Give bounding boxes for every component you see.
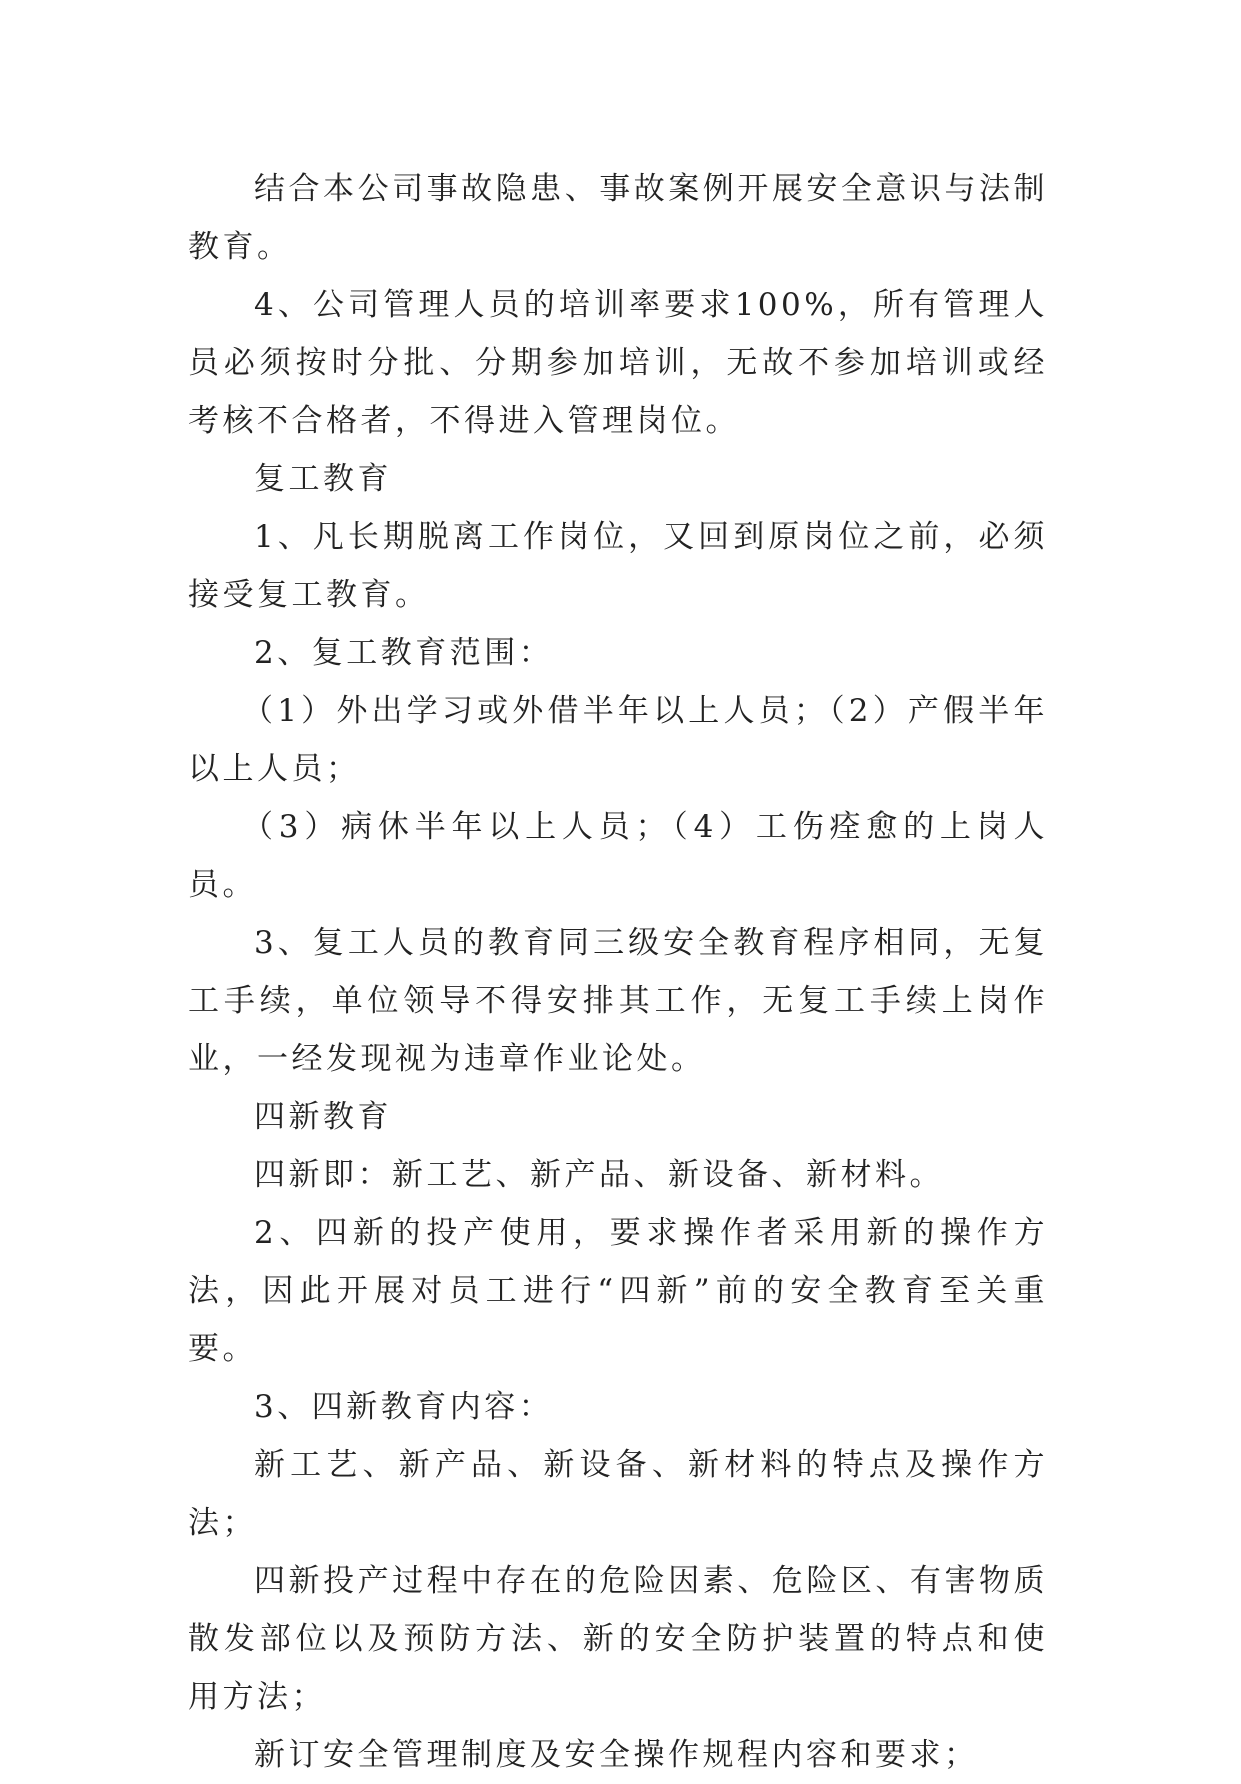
paragraph-legal-education: 结合本公司事故隐患、事故案例开展安全意识与法制教育。 [188,171,1048,265]
paragraph-return-to-work-1: 1、凡长期脱离工作岗位，又回到原岗位之前，必须接受复工教育。 [188,519,1048,613]
heading-return-to-work: 复工教育 [254,461,392,497]
paragraph-four-new-3: 3、四新教育内容： [254,1389,554,1425]
paragraph-content-item-2: 四新投产过程中存在的危险因素、危险区、有害物质散发部位以及预防方法、新的安全防护装置的特点和使用方法； [188,1563,1048,1715]
heading-four-new: 四新教育 [254,1099,392,1135]
document-body [188,160,1048,1784]
paragraph-return-to-work-2: 2、复工教育范围： [254,635,554,671]
paragraph-content-item-3: 新订安全管理制度及安全操作规程内容和要求； [254,1737,979,1773]
paragraph-return-to-work-3: 3、复工人员的教育同三级安全教育程序相同，无复工手续，单位领导不得安排其工作，无复工手续上岗作业，一经发现视为违章作业论处。 [188,925,1048,1077]
paragraph-content-item-1: 新工艺、新产品、新设备、新材料的特点及操作方法； [188,1447,1048,1541]
paragraph-scope-items-2: （3）病休半年以上人员；（4）工伤痊愈的上岗人员。 [188,809,1048,903]
paragraph-scope-items-1: （1）外出学习或外借半年以上人员；（2）产假半年以上人员； [188,693,1048,787]
paragraph-manager-training: 4、公司管理人员的培训率要求100%，所有管理人员必须按时分批、分期参加培训，无故不参加培训或经考核不合格者，不得进入管理岗位。 [188,287,1048,439]
paragraph-four-new-2: 2、四新的投产使用，要求操作者采用新的操作方法，因此开展对员工进行“四新”前的安全教育至关重要。 [188,1215,1048,1367]
paragraph-four-new-definition: 四新即：新工艺、新产品、新设备、新材料。 [254,1157,944,1193]
